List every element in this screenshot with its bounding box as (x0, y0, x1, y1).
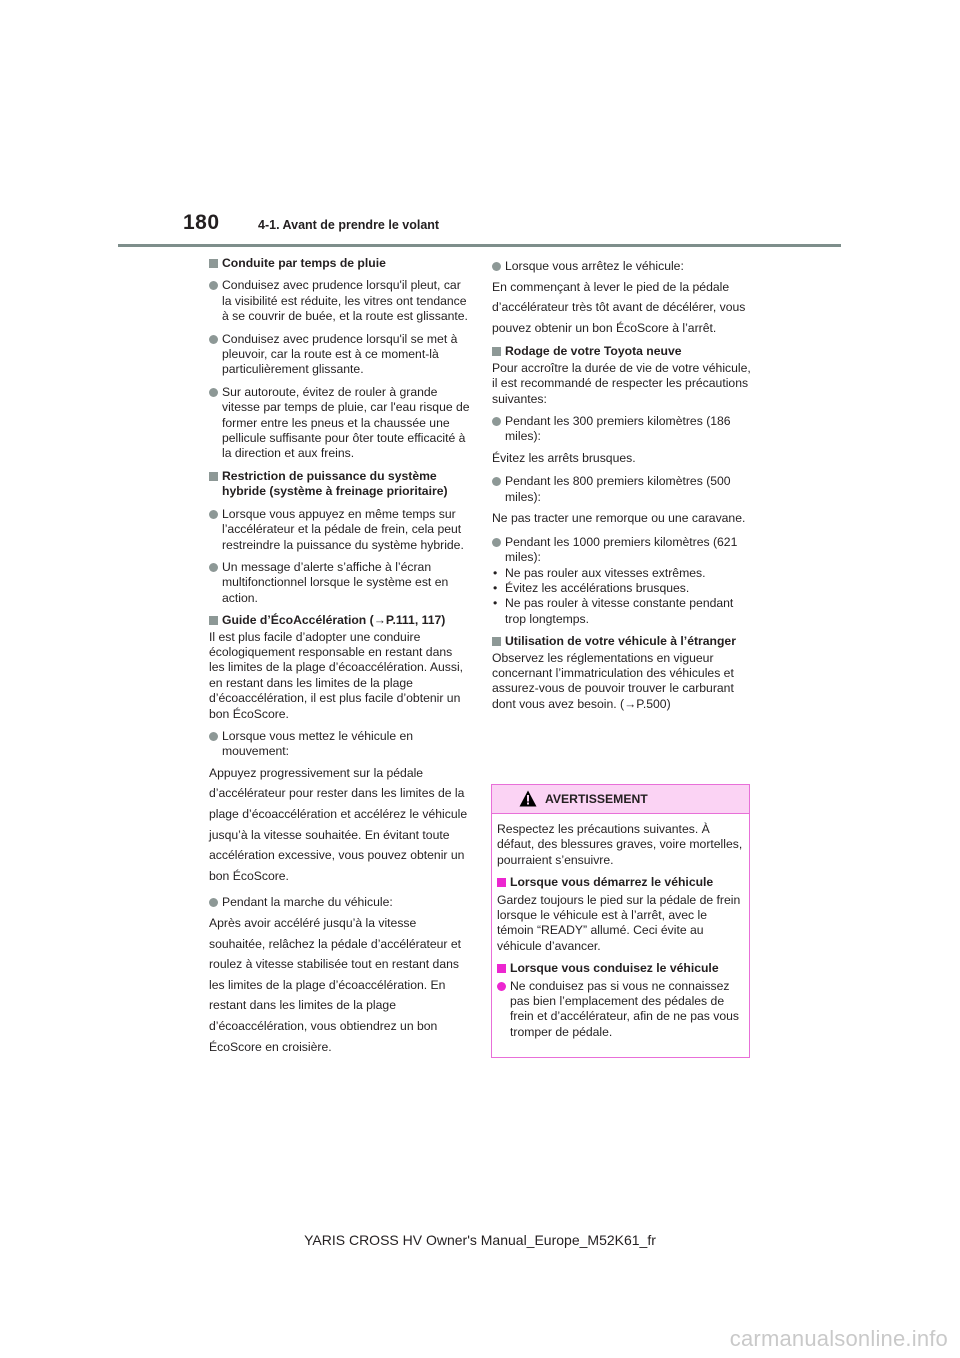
bullet-dot-icon (209, 335, 218, 344)
sub-item (492, 566, 754, 581)
bullet-item (209, 729, 471, 760)
header-rule (118, 244, 841, 247)
stop-text: En commençant à lever le pied de la pédale d’accélérateur très tôt avant de décélérer, vous pouvez obtenir un bon ÉcoScore à l’arrêt. (492, 279, 746, 335)
bullet-text: Ne conduisez pas si vous ne connaissez pas bien l’emplacement des pédales de frein et d’accélérateur, afin de ne pas vous tromper de pédale. (510, 978, 739, 1039)
footer-manual-id: YARIS CROSS HV Owner's Manual_Europe_M52K61_fr (304, 1232, 656, 1248)
bullet-dot-icon (209, 388, 218, 397)
bullet-item (209, 507, 471, 553)
b800-text: Ne pas tracter une remorque ou une caravane. (492, 511, 746, 526)
bullet-text: Lorsque vous arrêtez le véhicule: (505, 259, 684, 273)
heading-text: Guide d’ÉcoAccélération (→P.111, 117) (222, 613, 446, 628)
heading-text: Rodage de votre Toyota neuve (505, 344, 682, 359)
warning-body (492, 814, 749, 1040)
heading-rain (209, 256, 471, 271)
bullet-dot-icon (209, 563, 218, 572)
break-in-intro: Pour accroître la durée de vie de votre véhicule, il est recommandé de respecter les précautions suivantes: (492, 360, 751, 406)
bullet-point-icon: • (493, 596, 498, 611)
bullet-item (492, 256, 754, 277)
bullet-text: Conduisez avec prudence lorsqu'il se met à pleuvoir, car la route est à ce moment-là particulièrement glissante. (222, 331, 458, 377)
right-column (492, 256, 754, 719)
watermark[interactable]: carmanualsonline.info (729, 1326, 948, 1351)
square-marker-icon (209, 616, 218, 625)
square-marker-icon (209, 259, 218, 268)
bullet-dot-icon (209, 281, 218, 290)
warning-start-text: Gardez toujours le pied sur la pédale de frein lorsque le véhicule est à l’arrêt, avec le témoin “READY” allumé. Ceci évite au véhicule d’avancer. (497, 892, 741, 953)
sub-item (492, 581, 754, 596)
heading-warning-start (497, 875, 744, 890)
bullet-text: Pendant la marche du véhicule: (222, 895, 393, 910)
heading-text: Lorsque vous démarrez le véhicule (510, 875, 714, 890)
eco-intro: Il est plus facile d’adopter une conduire écologiquement responsable en restant dans les limites de la plage d’écoaccélération. Aussi, en restant dans les limites de la plage d’écoaccélération, il est plus facile d’obtenir un bon ÉcoScore. (209, 629, 464, 721)
bullet-dot-icon (492, 538, 501, 547)
bullet-text: Pendant les 1000 premiers kilomètres (621 miles): (505, 534, 738, 565)
bullet-point-icon: • (493, 581, 498, 596)
bullet-point-icon: • (493, 565, 498, 580)
heading-text: Lorsque vous conduisez le véhicule (510, 961, 719, 976)
heading-text: Restriction de puissance du système hybride (système à freinage prioritaire) (222, 468, 448, 499)
square-marker-icon (492, 347, 501, 356)
bullet-item (492, 474, 754, 505)
warning-title: AVERTISSEMENT (545, 792, 648, 806)
bullet-dot-icon (492, 477, 501, 486)
bullet-dot-icon (209, 732, 218, 741)
heading-abroad (492, 634, 754, 649)
sub-list (492, 566, 754, 628)
warning-header (492, 785, 749, 814)
sub-item (492, 596, 754, 627)
warning-box (491, 784, 750, 1058)
square-marker-icon (209, 472, 218, 481)
bullet-text: Lorsque vous mettez le véhicule en mouvement: (222, 728, 414, 759)
bullet-item (209, 278, 471, 324)
bullet-item (209, 892, 471, 913)
bullet-dot-icon (492, 417, 501, 426)
square-marker-icon (497, 878, 506, 887)
bullet-item (492, 535, 754, 566)
eco-start-text: Appuyez progressivement sur la pédale d’accélérateur pour rester dans les limites de la plage d’écoaccélération et accélérez le véhicule jusqu’à la vitesse souhaitée. En évitant toute accélération excessive, vous pouvez obtenir un bon ÉcoScore. (209, 765, 468, 883)
eco-cruise-text: Après avoir accéléré jusqu’à la vitesse souhaitée, relâchez la pédale d’accélérateur et roulez à vitesse stabilisée tout en restant dans les limites de la plage d’écoaccélération. En restant dans les limites de la plage d’écoaccélération, vous obtiendrez un bon ÉcoScore en croisière. (209, 915, 462, 1054)
square-marker-icon (497, 964, 506, 973)
sub-item-text: Ne pas rouler aux vitesses extrêmes. (505, 565, 706, 580)
bullet-dot-icon (497, 982, 506, 991)
warning-triangle-icon (519, 790, 537, 807)
bullet-dot-icon (209, 898, 218, 907)
b300-text: Évitez les arrêts brusques. (492, 450, 636, 465)
bullet-dot-icon (492, 262, 501, 271)
heading-text: Conduite par temps de pluie (222, 256, 386, 270)
bullet-item (209, 332, 471, 378)
bullet-item (492, 414, 754, 445)
section-title: 4-1. Avant de prendre le volant (258, 218, 440, 232)
heading-break-in (492, 344, 754, 359)
heading-eco-guide[interactable] (209, 613, 471, 628)
bullet-item (497, 979, 744, 1041)
bullet-text: Pendant les 300 premiers kilomètres (186 miles): (505, 414, 731, 444)
abroad-text: Observez les réglementations en vigueur concernant l’immatriculation des véhicules et assurez-vous de pouvoir trouver le carburant dont vous avez besoin. (→P.500) (492, 650, 734, 711)
bullet-text: Pendant les 800 premiers kilomètres (500 miles): (505, 474, 731, 504)
heading-text: Utilisation de votre véhicule à l’étranger (505, 634, 736, 649)
bullet-text: Un message d’alerte s’affiche à l’écran multifonctionnel lorsque le système est en action. (222, 559, 449, 605)
page-number: 180 (183, 211, 220, 234)
sub-item-text: Ne pas rouler à vitesse constante pendant trop longtemps. (505, 596, 734, 626)
warning-intro: Respectez les précautions suivantes. À défaut, des blessures graves, voire mortelles, pourraient s’ensuivre. (497, 822, 743, 867)
bullet-text: Conduisez avec prudence lorsqu'il pleut, car la visibilité est réduite, les vitres ont tendance à se couvrir de buée, et la route est glissante. (222, 278, 468, 324)
square-marker-icon (492, 637, 501, 646)
sub-item-text: Évitez les accélérations brusques. (505, 581, 690, 596)
bullet-text: Lorsque vous appuyez en même temps sur l’accélérateur et la pédale de frein, cela peut restreindre la puissance du système hybride. (222, 506, 464, 552)
heading-power-restriction (209, 469, 471, 500)
left-column (209, 256, 471, 1063)
bullet-item (209, 385, 471, 462)
bullet-dot-icon (209, 510, 218, 519)
heading-warning-drive (497, 961, 744, 976)
bullet-text: Sur autoroute, évitez de rouler à grande vitesse par temps de pluie, car l'eau risque de former entre les pneus et la chaussée une pellicule suffisante pour ôter toute efficacité à la direction et aux freins. (222, 384, 470, 461)
bullet-item (209, 560, 471, 606)
